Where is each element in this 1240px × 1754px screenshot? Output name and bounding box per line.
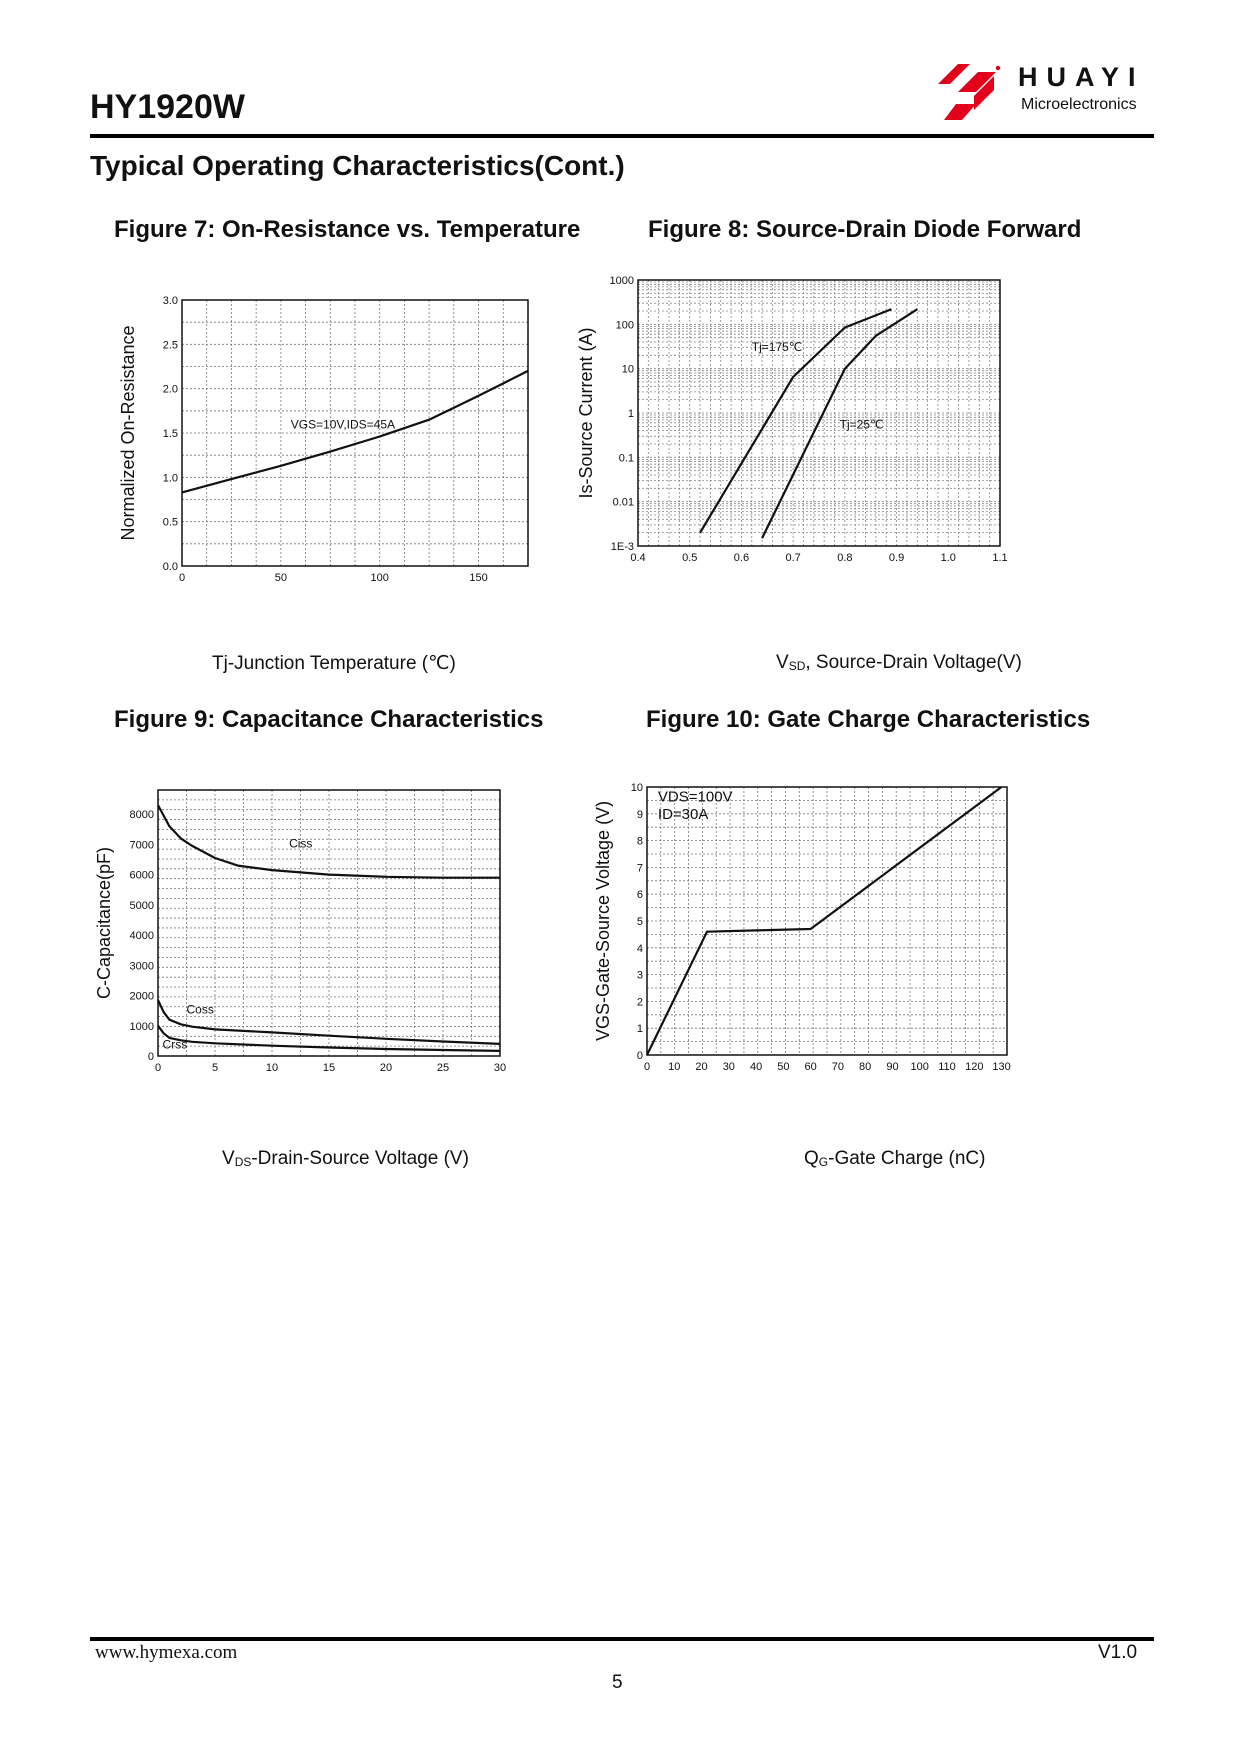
figure-10-x-caption-sub: G (818, 1155, 829, 1169)
header-rule (90, 134, 1154, 138)
logo-subtitle: Microelectronics (1021, 96, 1137, 113)
figure-9-x-caption (222, 1148, 469, 1170)
x-tick-label: 30 (493, 1062, 507, 1074)
figure-8-x-caption (776, 652, 1022, 674)
y-tick-label: 5000 (129, 899, 154, 912)
y-tick-label: 6 (636, 889, 643, 902)
y-axis-label: Normalized On-Resistance (118, 325, 138, 541)
page-number: 5 (612, 1672, 623, 1693)
x-tick-label: 130 (992, 1061, 1011, 1073)
y-tick-label: 0 (147, 1051, 154, 1063)
figure-7-title: Figure 7: On-Resistance vs. Temperature (114, 216, 581, 243)
x-tick-label: 50 (777, 1061, 790, 1073)
x-tick-label: 0 (643, 1061, 651, 1073)
x-tick-label: 1.1 (992, 552, 1008, 564)
figure-8-title: Figure 8: Source-Drain Diode Forward (648, 216, 1082, 243)
y-axis-label: C-Capacitance(pF) (94, 846, 114, 1000)
x-tick-label: 100 (910, 1061, 929, 1073)
y-tick-label: 7000 (129, 839, 154, 852)
x-tick-label: 10 (265, 1062, 279, 1074)
gridlines (647, 787, 1007, 1055)
y-tick-label: 1000 (129, 1020, 154, 1033)
y-tick-label: 0.01 (612, 496, 634, 509)
figure-10-chart (593, 775, 1155, 1125)
y-tick-label: 8000 (129, 809, 154, 822)
y-tick-label: 6000 (129, 869, 154, 882)
x-tick-label: 20 (379, 1062, 393, 1074)
y-tick-label: 2000 (129, 990, 154, 1003)
footer-website: www.hymexa.com (95, 1642, 238, 1663)
annotation-label: Crss (162, 1037, 188, 1052)
figure-10-x-caption-pre: Q (804, 1148, 819, 1169)
figure-7-chart (100, 280, 600, 630)
x-tick-label: 0.8 (837, 552, 853, 564)
x-tick-label: 50 (274, 572, 287, 584)
figure-9-chart (90, 780, 610, 1130)
figure-9-x-caption-pre: V (222, 1148, 235, 1169)
y-tick-label: 1E-3 (610, 541, 634, 553)
figure-10-title: Figure 10: Gate Charge Characteristics (646, 706, 1091, 733)
footer-rule (90, 1637, 1154, 1641)
x-tick-label: 30 (722, 1061, 735, 1073)
y-tick-label: 4000 (129, 930, 154, 943)
figure-9-x-caption-post: -Drain-Source Voltage (V) (251, 1148, 469, 1169)
y-tick-label: 3 (636, 969, 643, 982)
x-tick-label: 10 (668, 1061, 681, 1073)
x-tick-label: 1.0 (940, 552, 956, 564)
footer-version: V1.0 (1098, 1642, 1138, 1663)
y-tick-label: 0.5 (162, 516, 178, 529)
figure-8-x-caption-sub: SD (788, 659, 806, 673)
gridlines (182, 300, 528, 566)
figure-7-x-caption: Tj-Junction Temperature (℃) (212, 653, 456, 674)
x-tick-label: 60 (804, 1061, 817, 1073)
part-number: HY1920W (90, 88, 245, 126)
y-tick-label: 1.0 (162, 472, 178, 485)
x-tick-label: 0.7 (785, 552, 801, 564)
x-tick-label: 40 (749, 1061, 763, 1073)
annotation-label: VDS=100V (657, 788, 733, 806)
y-tick-label: 8 (636, 835, 643, 848)
y-tick-label: 100 (615, 319, 634, 332)
y-tick-label: 3.0 (162, 295, 178, 307)
y-tick-label: 9 (636, 808, 643, 821)
x-tick-label: 15 (322, 1062, 336, 1074)
x-tick-label: 0.5 (682, 552, 698, 564)
annotation-label: Ciss (289, 836, 313, 851)
y-tick-label: 2.0 (162, 383, 178, 396)
x-tick-label: 20 (695, 1061, 708, 1073)
annotation-label: Tj=175℃ (751, 340, 803, 355)
x-tick-label: 0.9 (888, 552, 905, 564)
y-tick-label: 10 (621, 363, 634, 376)
y-tick-label: 0.0 (162, 561, 178, 573)
y-tick-label: 1 (627, 408, 634, 420)
y-tick-label: 5 (636, 916, 643, 928)
y-tick-label: 4 (636, 942, 643, 955)
annotation-label: Tj=25℃ (839, 417, 884, 432)
annotation-label: ID=30A (657, 806, 709, 824)
y-tick-label: 7 (636, 862, 643, 875)
figure-8-x-caption-pre: V (776, 652, 789, 673)
y-tick-label: 1.5 (162, 428, 178, 440)
y-tick-label: 0 (636, 1050, 643, 1062)
annotation-label: VGS=10V,IDS=45A (290, 417, 396, 432)
x-tick-label: 90 (886, 1061, 899, 1073)
x-tick-label: 150 (469, 572, 488, 584)
section-title: Typical Operating Characteristics(Cont.) (90, 150, 625, 181)
logo-brand-text: HUAYI (1018, 62, 1145, 92)
x-tick-label: 5 (211, 1062, 219, 1074)
x-tick-label: 0.6 (733, 552, 750, 564)
x-tick-label: 0.4 (630, 552, 646, 564)
figure-8-x-caption-post: , Source-Drain Voltage(V) (805, 652, 1022, 673)
x-tick-label: 80 (859, 1061, 872, 1073)
x-tick-label: 0 (178, 572, 186, 584)
x-tick-label: 70 (831, 1061, 845, 1073)
x-tick-label: 120 (965, 1061, 984, 1073)
x-tick-label: 25 (436, 1062, 450, 1074)
y-tick-label: 3000 (129, 960, 154, 973)
x-tick-label: 110 (938, 1061, 956, 1073)
figure-10-x-caption-post: -Gate Charge (nC) (828, 1148, 986, 1169)
gridlines (638, 280, 1000, 546)
x-tick-label: 0 (154, 1062, 162, 1074)
y-tick-label: 2 (636, 996, 643, 1009)
huayi-logo-icon (936, 60, 1016, 124)
figure-8-chart (576, 275, 1150, 630)
annotation-label: Coss (186, 1002, 214, 1017)
figure-9-title: Figure 9: Capacitance Characteristics (114, 706, 544, 733)
company-logo (936, 60, 1156, 130)
y-axis-label: VGS-Gate-Source Voltage (V) (593, 800, 613, 1042)
x-tick-label: 100 (370, 572, 389, 584)
y-tick-label: 0.1 (618, 452, 634, 465)
figure-9-x-caption-sub: DS (234, 1155, 252, 1169)
y-tick-label: 1000 (609, 275, 634, 287)
y-tick-label: 10 (630, 782, 643, 794)
figure-10-x-caption (804, 1148, 985, 1170)
y-tick-label: 1 (636, 1023, 643, 1036)
y-axis-label: Is-Source Current (A) (576, 327, 596, 499)
y-tick-label: 2.5 (162, 339, 178, 352)
